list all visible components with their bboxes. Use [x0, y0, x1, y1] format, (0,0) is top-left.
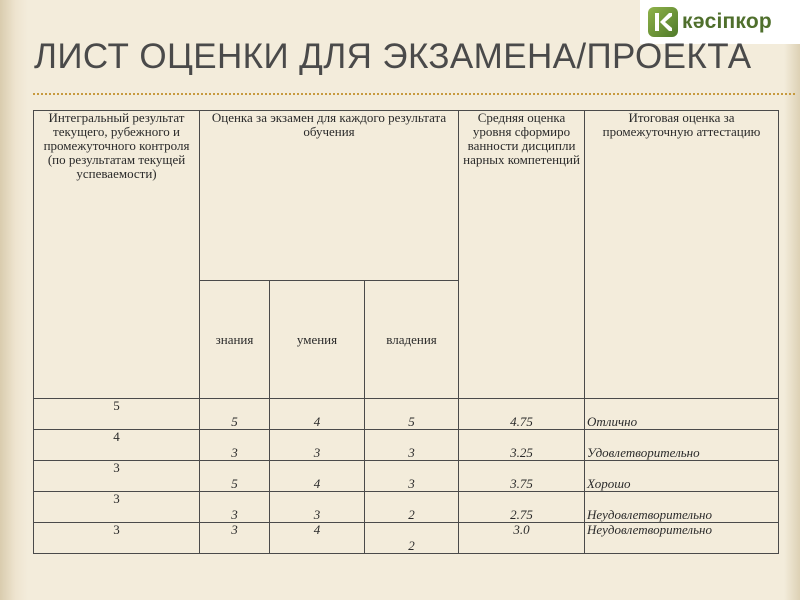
cell-integral: 4 [34, 430, 200, 461]
table-row [34, 461, 779, 492]
subheader-knowledge: знания [200, 281, 270, 399]
subheader-mastery: владения [365, 281, 459, 399]
cell-knowledge: 5 [200, 399, 270, 430]
cell-skills: 3 [270, 430, 365, 461]
cell-skills: 4 [270, 461, 365, 492]
logo-text: кәсіпкор [682, 10, 772, 33]
header-average: Средняя оценка уровня сформиро ванности дисципли нарных компетенций [459, 111, 585, 399]
k-logo-icon [648, 7, 678, 37]
cell-average: 3.25 [459, 430, 585, 461]
cell-integral: 3 [34, 523, 200, 554]
cell-mastery: 2 [365, 523, 459, 554]
grade-sheet-table [33, 110, 779, 554]
cell-knowledge: 3 [200, 430, 270, 461]
header-integral: Интегральный результат текущего, рубежного и промежуточного контроля (по результатам текущей успеваемости) [34, 111, 200, 399]
header-final: Итоговая оценка за промежуточную аттестацию [585, 111, 779, 399]
title-divider [33, 93, 795, 95]
cell-final: Отлично [585, 399, 779, 430]
table-row [34, 399, 779, 430]
cell-final: Хорошо [585, 461, 779, 492]
cell-skills: 4 [270, 399, 365, 430]
cell-knowledge: 5 [200, 461, 270, 492]
cell-integral: 3 [34, 461, 200, 492]
cell-mastery: 2 [365, 492, 459, 523]
cell-mastery: 3 [365, 430, 459, 461]
cell-average: 4.75 [459, 399, 585, 430]
slide-right-edge [784, 0, 800, 600]
cell-mastery: 3 [365, 461, 459, 492]
cell-integral: 3 [34, 492, 200, 523]
cell-skills: 4 [270, 523, 365, 554]
cell-final: Неудовлетворительно [585, 523, 779, 554]
cell-average: 2.75 [459, 492, 585, 523]
cell-skills: 3 [270, 492, 365, 523]
cell-final: Неудовлетворительно [585, 492, 779, 523]
table-row [34, 523, 779, 554]
cell-final: Удовлетворительно [585, 430, 779, 461]
cell-knowledge: 3 [200, 492, 270, 523]
cell-knowledge: 3 [200, 523, 270, 554]
table-row [34, 430, 779, 461]
subheader-skills: умения [270, 281, 365, 399]
cell-average: 3.0 [459, 523, 585, 554]
header-exam: Оценка за экзамен для каждого результата обучения [200, 111, 459, 281]
cell-integral: 5 [34, 399, 200, 430]
slide-left-edge [0, 0, 28, 600]
cell-mastery: 5 [365, 399, 459, 430]
cell-average: 3.75 [459, 461, 585, 492]
slide-title: ЛИСТ ОЦЕНКИ ДЛЯ ЭКЗАМЕНА/ПРОЕКТА [34, 37, 752, 76]
header-row [34, 111, 779, 281]
table-row [34, 492, 779, 523]
